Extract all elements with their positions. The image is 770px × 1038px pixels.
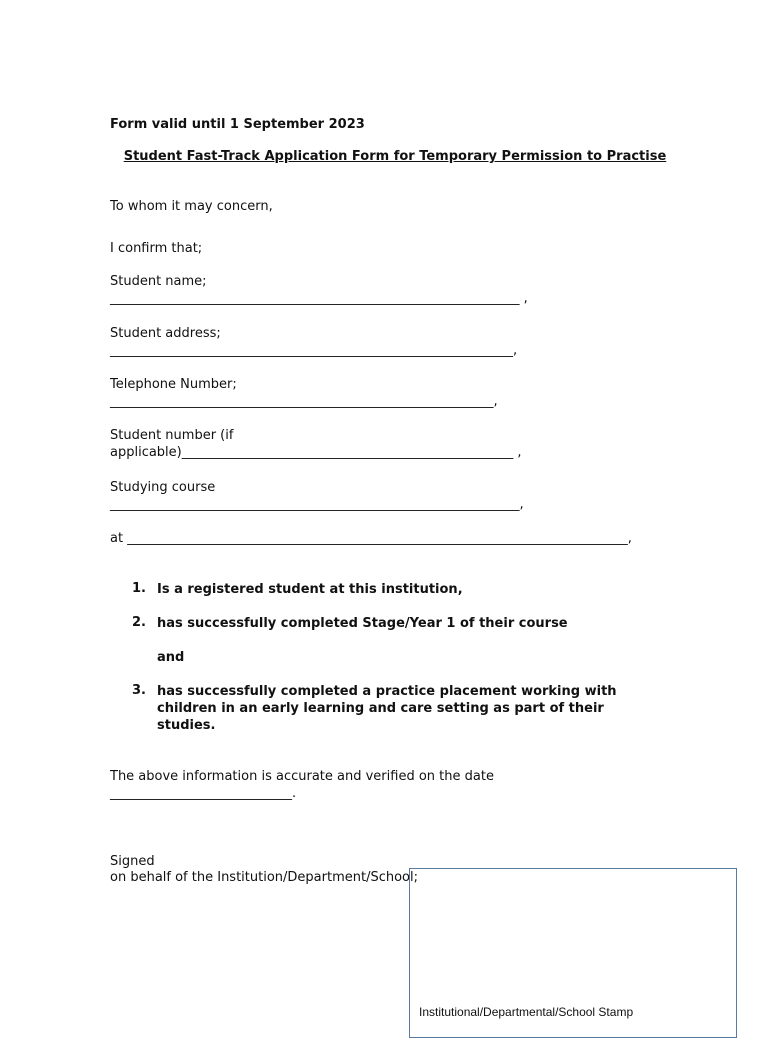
validity-note: Form valid until 1 September 2023 [110,117,365,132]
form-title: Student Fast-Track Application Form for Temporary Permission to Practise [123,149,667,164]
signed-label: Signed [110,854,155,869]
list-item-line: has successfully completed a practice placement working with [157,684,617,699]
course-field [110,479,524,513]
course-label: Studying course [110,480,216,495]
student-name-label: Student name; [110,274,207,289]
student-number-field [110,427,522,461]
on-behalf-label: on behalf of the Institution/Department/School; [110,870,418,885]
verification-text: The above information is accurate and verified on the date [110,769,494,784]
list-item-number: 3. [132,683,146,698]
list-item-number: 2. [132,615,146,630]
student-address-label: Student address; [110,326,221,341]
confirm-statement: I confirm that; [110,241,203,256]
signature-block [110,854,418,886]
verification-block [110,768,494,802]
course-line[interactable]: _______________________________________________________________, [110,497,524,512]
student-address-line[interactable]: ______________________________________________________________, [110,343,518,358]
telephone-field [110,376,498,410]
stamp-label: Institutional/Departmental/School Stamp [419,1005,634,1019]
student-number-label: Student number (if [110,428,234,443]
student-name-field [110,273,528,307]
verification-date-line[interactable]: ____________________________. [110,786,297,801]
list-item: has successfully completed Stage/Year 1 of their course [157,616,568,631]
student-name-line[interactable]: _______________________________________________________________ , [110,291,528,306]
list-conjunction: and [157,650,185,665]
greeting: To whom it may concern, [110,199,273,214]
list-item-line: studies. [157,718,216,733]
institution-at-line[interactable]: at _____________________________________________________________________________, [110,531,632,546]
student-address-field [110,325,517,359]
telephone-label: Telephone Number; [110,377,237,392]
list-item-line: children in an early learning and care setting as part of their [157,701,604,716]
student-number-line[interactable]: applicable)___________________________________________________ , [110,445,522,460]
list-item [157,683,617,734]
list-item: Is a registered student at this institution, [157,582,463,597]
list-item-number: 1. [132,581,146,596]
telephone-line[interactable]: ___________________________________________________________, [110,394,498,409]
